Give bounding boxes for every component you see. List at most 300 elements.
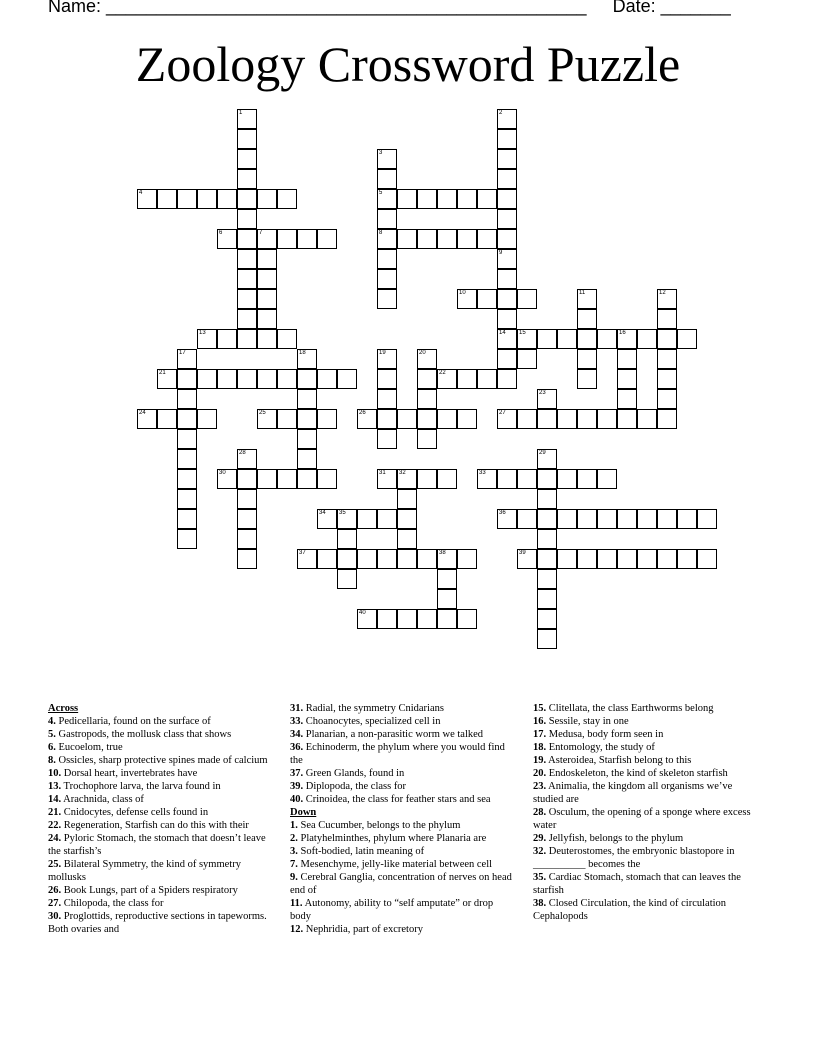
clue-number: 30. bbox=[48, 911, 62, 922]
grid-cell[interactable] bbox=[557, 549, 577, 569]
grid-cell[interactable] bbox=[497, 209, 517, 229]
grid-cell[interactable] bbox=[257, 409, 277, 429]
grid-cell[interactable] bbox=[297, 449, 317, 469]
grid-cell[interactable] bbox=[657, 309, 677, 329]
grid-cell[interactable] bbox=[597, 509, 617, 529]
grid-cell[interactable] bbox=[497, 109, 517, 129]
cell-number: 33 bbox=[479, 470, 486, 476]
grid-cell[interactable] bbox=[277, 369, 297, 389]
cell-number: 1 bbox=[239, 110, 243, 116]
clue-text: Radial, the symmetry Cnidarians bbox=[303, 703, 444, 714]
grid-cell[interactable] bbox=[317, 549, 337, 569]
clue-text: Bilateral Symmetry, the kind of symmetry mollusks bbox=[48, 859, 241, 883]
grid-cell[interactable] bbox=[417, 409, 437, 429]
grid-cell[interactable] bbox=[577, 549, 597, 569]
grid-cell[interactable] bbox=[497, 249, 517, 269]
grid-cell[interactable] bbox=[537, 389, 557, 409]
grid-cell[interactable] bbox=[237, 249, 257, 269]
grid-cell[interactable] bbox=[497, 229, 517, 249]
grid-cell[interactable] bbox=[617, 389, 637, 409]
grid-cell[interactable] bbox=[577, 509, 597, 529]
grid-cell[interactable] bbox=[297, 429, 317, 449]
grid-cell[interactable] bbox=[357, 509, 377, 529]
grid-cell[interactable] bbox=[557, 469, 577, 489]
grid-cell[interactable] bbox=[237, 189, 257, 209]
grid-cell[interactable] bbox=[557, 329, 577, 349]
clue-number: 28. bbox=[533, 807, 547, 818]
grid-cell[interactable] bbox=[577, 329, 597, 349]
grid-cell[interactable] bbox=[277, 329, 297, 349]
grid-cell[interactable] bbox=[477, 189, 497, 209]
grid-cell[interactable] bbox=[177, 189, 197, 209]
clue-number: 32. bbox=[533, 846, 547, 857]
grid-cell[interactable] bbox=[377, 149, 397, 169]
grid-cell[interactable] bbox=[517, 549, 537, 569]
grid-cell[interactable] bbox=[597, 409, 617, 429]
grid-cell[interactable] bbox=[397, 189, 417, 209]
grid-cell[interactable] bbox=[377, 549, 397, 569]
grid-cell[interactable] bbox=[457, 369, 477, 389]
grid-cell[interactable] bbox=[337, 529, 357, 549]
grid-cell[interactable] bbox=[397, 529, 417, 549]
cell-number: 12 bbox=[659, 290, 666, 296]
grid-cell[interactable] bbox=[497, 269, 517, 289]
clue-text: Closed Circulation, the kind of circulation Cephalopods bbox=[533, 898, 727, 922]
clue-number: 34. bbox=[290, 729, 304, 740]
grid-cell[interactable] bbox=[297, 409, 317, 429]
cell-number: 37 bbox=[299, 550, 306, 556]
grid-cell[interactable] bbox=[337, 569, 357, 589]
grid-cell[interactable] bbox=[377, 209, 397, 229]
grid-cell[interactable] bbox=[657, 549, 677, 569]
grid-cell[interactable] bbox=[417, 469, 437, 489]
grid-cell[interactable] bbox=[297, 549, 317, 569]
clue-text: Asteroidea, Starfish belong to this bbox=[546, 755, 692, 766]
grid-cell[interactable] bbox=[237, 129, 257, 149]
grid-cell[interactable] bbox=[277, 229, 297, 249]
cell-number: 11 bbox=[579, 290, 586, 296]
clue-text: Sessile, stay in one bbox=[546, 716, 629, 727]
cell-number: 26 bbox=[359, 410, 366, 416]
clue-number: 38. bbox=[533, 898, 547, 909]
grid-cell[interactable] bbox=[397, 609, 417, 629]
grid-cell[interactable] bbox=[537, 409, 557, 429]
grid-cell[interactable] bbox=[437, 609, 457, 629]
name-blank[interactable]: ________________________________________________ bbox=[106, 0, 587, 16]
grid-cell[interactable] bbox=[397, 229, 417, 249]
clue-item bbox=[48, 897, 273, 910]
grid-cell[interactable] bbox=[237, 109, 257, 129]
clue-number: 25. bbox=[48, 859, 62, 870]
clue-text: Clitellata, the class Earthworms belong bbox=[546, 703, 714, 714]
grid-cell[interactable] bbox=[477, 229, 497, 249]
cell-number: 16 bbox=[619, 330, 626, 336]
grid-cell[interactable] bbox=[217, 469, 237, 489]
grid-cell[interactable] bbox=[577, 349, 597, 369]
grid-cell[interactable] bbox=[617, 349, 637, 369]
clue-text: Choanocytes, specialized cell in bbox=[303, 716, 441, 727]
cell-number: 7 bbox=[259, 230, 263, 236]
grid-cell[interactable] bbox=[577, 289, 597, 309]
clue-item bbox=[533, 845, 758, 871]
grid-cell[interactable] bbox=[377, 469, 397, 489]
grid-cell[interactable] bbox=[317, 229, 337, 249]
clue-number: 11. bbox=[290, 898, 303, 909]
grid-cell[interactable] bbox=[257, 229, 277, 249]
clue-number: 1. bbox=[290, 820, 298, 831]
grid-cell[interactable] bbox=[177, 369, 197, 389]
grid-cell[interactable] bbox=[137, 409, 157, 429]
cell-number: 9 bbox=[499, 250, 503, 256]
grid-cell[interactable] bbox=[177, 429, 197, 449]
grid-cell[interactable] bbox=[257, 289, 277, 309]
cell-number: 40 bbox=[359, 610, 366, 616]
grid-cell[interactable] bbox=[677, 509, 697, 529]
grid-cell[interactable] bbox=[497, 329, 517, 349]
grid-cell[interactable] bbox=[337, 509, 357, 529]
grid-cell[interactable] bbox=[197, 189, 217, 209]
grid-cell[interactable] bbox=[257, 329, 277, 349]
grid-cell[interactable] bbox=[537, 609, 557, 629]
grid-cell[interactable] bbox=[277, 189, 297, 209]
clue-item bbox=[533, 767, 758, 780]
grid-cell[interactable] bbox=[577, 369, 597, 389]
grid-cell[interactable] bbox=[577, 309, 597, 329]
grid-cell[interactable] bbox=[157, 369, 177, 389]
grid-cell[interactable] bbox=[317, 509, 337, 529]
grid-cell[interactable] bbox=[277, 469, 297, 489]
grid-cell[interactable] bbox=[237, 269, 257, 289]
cell-number: 14 bbox=[499, 330, 506, 336]
grid-cell[interactable] bbox=[217, 369, 237, 389]
clue-item bbox=[533, 832, 758, 845]
clue-number: 22. bbox=[48, 820, 62, 831]
clue-number: 8. bbox=[48, 755, 56, 766]
grid-cell[interactable] bbox=[257, 269, 277, 289]
grid-cell[interactable] bbox=[177, 389, 197, 409]
cell-number: 20 bbox=[419, 350, 426, 356]
grid-cell[interactable] bbox=[377, 389, 397, 409]
grid-cell[interactable] bbox=[677, 329, 697, 349]
grid-cell[interactable] bbox=[337, 549, 357, 569]
grid-cell[interactable] bbox=[237, 329, 257, 349]
grid-cell[interactable] bbox=[697, 509, 717, 529]
clue-number: 16. bbox=[533, 716, 547, 727]
clue-item bbox=[533, 728, 758, 741]
grid-cell[interactable] bbox=[517, 349, 537, 369]
grid-cell[interactable] bbox=[317, 469, 337, 489]
grid-cell[interactable] bbox=[657, 409, 677, 429]
grid-cell[interactable] bbox=[337, 369, 357, 389]
grid-cell[interactable] bbox=[537, 449, 557, 469]
grid-cell[interactable] bbox=[617, 549, 637, 569]
grid-cell[interactable] bbox=[397, 549, 417, 569]
clue-text: Ossicles, sharp protective spines made of calcium bbox=[55, 755, 268, 766]
grid-cell[interactable] bbox=[537, 489, 557, 509]
grid-cell[interactable] bbox=[497, 309, 517, 329]
grid-cell[interactable] bbox=[497, 129, 517, 149]
grid-cell[interactable] bbox=[377, 409, 397, 429]
grid-cell[interactable] bbox=[357, 409, 377, 429]
grid-cell[interactable] bbox=[657, 289, 677, 309]
clue-column-2 bbox=[290, 702, 512, 936]
grid-cell[interactable] bbox=[377, 429, 397, 449]
grid-cell[interactable] bbox=[157, 409, 177, 429]
grid-cell[interactable] bbox=[397, 409, 417, 429]
grid-cell[interactable] bbox=[257, 469, 277, 489]
clue-number: 29. bbox=[533, 833, 547, 844]
grid-cell[interactable] bbox=[197, 369, 217, 389]
grid-cell[interactable] bbox=[437, 229, 457, 249]
grid-cell[interactable] bbox=[377, 169, 397, 189]
grid-cell[interactable] bbox=[237, 509, 257, 529]
cell-number: 36 bbox=[499, 510, 506, 516]
grid-cell[interactable] bbox=[437, 189, 457, 209]
clue-text: Pedicellaria, found on the surface of bbox=[55, 716, 211, 727]
grid-cell[interactable] bbox=[637, 509, 657, 529]
grid-cell[interactable] bbox=[477, 369, 497, 389]
grid-cell[interactable] bbox=[357, 549, 377, 569]
grid-cell[interactable] bbox=[397, 489, 417, 509]
grid-cell[interactable] bbox=[617, 509, 637, 529]
clue-item bbox=[48, 754, 273, 767]
grid-cell[interactable] bbox=[657, 509, 677, 529]
grid-cell[interactable] bbox=[657, 389, 677, 409]
grid-cell[interactable] bbox=[377, 269, 397, 289]
grid-cell[interactable] bbox=[617, 369, 637, 389]
grid-cell[interactable] bbox=[657, 369, 677, 389]
clue-column-1 bbox=[48, 702, 273, 936]
grid-cell[interactable] bbox=[437, 469, 457, 489]
grid-cell[interactable] bbox=[437, 569, 457, 589]
grid-cell[interactable] bbox=[577, 469, 597, 489]
grid-cell[interactable] bbox=[137, 189, 157, 209]
grid-cell[interactable] bbox=[297, 389, 317, 409]
grid-cell[interactable] bbox=[177, 509, 197, 529]
grid-cell[interactable] bbox=[417, 609, 437, 629]
grid-cell[interactable] bbox=[237, 229, 257, 249]
clue-text: Sea Cucumber, belongs to the phylum bbox=[297, 820, 461, 831]
grid-cell[interactable] bbox=[257, 369, 277, 389]
grid-cell[interactable] bbox=[497, 509, 517, 529]
grid-cell[interactable] bbox=[237, 529, 257, 549]
grid-cell[interactable] bbox=[537, 629, 557, 649]
grid-cell[interactable] bbox=[237, 149, 257, 169]
grid-cell[interactable] bbox=[217, 189, 237, 209]
grid-cell[interactable] bbox=[417, 349, 437, 369]
grid-cell[interactable] bbox=[417, 389, 437, 409]
grid-cell[interactable] bbox=[457, 229, 477, 249]
clue-text: Autonomy, ability to “self amputate” or drop body bbox=[290, 898, 494, 922]
grid-cell[interactable] bbox=[457, 189, 477, 209]
grid-cell[interactable] bbox=[437, 589, 457, 609]
grid-cell[interactable] bbox=[437, 369, 457, 389]
clue-item bbox=[48, 806, 273, 819]
grid-cell[interactable] bbox=[377, 189, 397, 209]
grid-cell[interactable] bbox=[617, 409, 637, 429]
clue-item bbox=[48, 793, 273, 806]
clue-item bbox=[290, 715, 512, 728]
grid-cell[interactable] bbox=[177, 349, 197, 369]
grid-cell[interactable] bbox=[357, 609, 377, 629]
cell-number: 3 bbox=[379, 150, 383, 156]
grid-cell[interactable] bbox=[177, 449, 197, 469]
grid-cell[interactable] bbox=[457, 289, 477, 309]
grid-cell[interactable] bbox=[377, 369, 397, 389]
clue-column-3 bbox=[533, 702, 758, 923]
grid-cell[interactable] bbox=[697, 549, 717, 569]
grid-cell[interactable] bbox=[477, 289, 497, 309]
clue-text: Nephridia, part of excretory bbox=[303, 924, 423, 935]
grid-cell[interactable] bbox=[177, 529, 197, 549]
grid-cell[interactable] bbox=[497, 149, 517, 169]
grid-cell[interactable] bbox=[437, 549, 457, 569]
grid-cell[interactable] bbox=[457, 609, 477, 629]
clue-number: 14. bbox=[48, 794, 62, 805]
grid-cell[interactable] bbox=[537, 469, 557, 489]
grid-cell[interactable] bbox=[377, 289, 397, 309]
grid-cell[interactable] bbox=[237, 549, 257, 569]
grid-cell[interactable] bbox=[497, 349, 517, 369]
grid-cell[interactable] bbox=[217, 329, 237, 349]
grid-cell[interactable] bbox=[157, 189, 177, 209]
cell-number: 30 bbox=[219, 470, 226, 476]
cell-number: 39 bbox=[519, 550, 526, 556]
grid-cell[interactable] bbox=[477, 469, 497, 489]
clue-text: Pyloric Stomach, the stomach that doesn’t leave the starfish’s bbox=[48, 833, 266, 857]
grid-cell[interactable] bbox=[597, 329, 617, 349]
grid-cell[interactable] bbox=[517, 409, 537, 429]
cell-number: 35 bbox=[339, 510, 346, 516]
clue-number: 9. bbox=[290, 872, 298, 883]
grid-cell[interactable] bbox=[237, 489, 257, 509]
grid-cell[interactable] bbox=[497, 169, 517, 189]
grid-cell[interactable] bbox=[517, 329, 537, 349]
grid-cell[interactable] bbox=[597, 469, 617, 489]
grid-cell[interactable] bbox=[397, 509, 417, 529]
grid-cell[interactable] bbox=[517, 289, 537, 309]
grid-cell[interactable] bbox=[257, 309, 277, 329]
grid-cell[interactable] bbox=[217, 229, 237, 249]
grid-cell[interactable] bbox=[197, 409, 217, 429]
clue-number: 17. bbox=[533, 729, 547, 740]
grid-cell[interactable] bbox=[637, 329, 657, 349]
grid-cell[interactable] bbox=[657, 349, 677, 369]
clue-number: 15. bbox=[533, 703, 547, 714]
clue-item bbox=[533, 754, 758, 767]
grid-cell[interactable] bbox=[317, 369, 337, 389]
clue-item bbox=[290, 923, 512, 936]
grid-cell[interactable] bbox=[497, 289, 517, 309]
grid-cell[interactable] bbox=[197, 329, 217, 349]
clue-item bbox=[290, 728, 512, 741]
grid-cell[interactable] bbox=[517, 469, 537, 489]
grid-cell[interactable] bbox=[237, 289, 257, 309]
grid-cell[interactable] bbox=[377, 609, 397, 629]
grid-cell[interactable] bbox=[557, 509, 577, 529]
grid-cell[interactable] bbox=[497, 189, 517, 209]
grid-cell[interactable] bbox=[177, 489, 197, 509]
grid-cell[interactable] bbox=[377, 249, 397, 269]
grid-cell[interactable] bbox=[537, 549, 557, 569]
grid-cell[interactable] bbox=[677, 549, 697, 569]
cell-number: 13 bbox=[199, 330, 206, 336]
grid-cell[interactable] bbox=[417, 189, 437, 209]
grid-cell[interactable] bbox=[237, 169, 257, 189]
grid-cell[interactable] bbox=[377, 229, 397, 249]
clue-item bbox=[290, 871, 512, 897]
clue-item bbox=[290, 793, 512, 806]
clue-text: Platyhelminthes, phylum where Planaria are bbox=[297, 833, 487, 844]
grid-cell[interactable] bbox=[577, 409, 597, 429]
cell-number: 34 bbox=[319, 510, 326, 516]
grid-cell[interactable] bbox=[257, 189, 277, 209]
grid-cell[interactable] bbox=[637, 549, 657, 569]
grid-cell[interactable] bbox=[417, 549, 437, 569]
grid-cell[interactable] bbox=[237, 309, 257, 329]
grid-cell[interactable] bbox=[297, 469, 317, 489]
grid-cell[interactable] bbox=[297, 369, 317, 389]
across-heading: Across bbox=[48, 703, 79, 714]
date-blank[interactable]: _______ bbox=[660, 0, 731, 16]
grid-cell[interactable] bbox=[397, 469, 417, 489]
grid-cell[interactable] bbox=[417, 369, 437, 389]
grid-cell[interactable] bbox=[457, 409, 477, 429]
grid-cell[interactable] bbox=[617, 329, 637, 349]
grid-cell[interactable] bbox=[237, 449, 257, 469]
grid-cell[interactable] bbox=[497, 409, 517, 429]
grid-cell[interactable] bbox=[537, 329, 557, 349]
clue-number: 12. bbox=[290, 924, 304, 935]
grid-cell[interactable] bbox=[317, 409, 337, 429]
grid-cell[interactable] bbox=[637, 409, 657, 429]
grid-cell[interactable] bbox=[297, 349, 317, 369]
grid-cell[interactable] bbox=[257, 249, 277, 269]
cell-number: 32 bbox=[399, 470, 406, 476]
grid-cell[interactable] bbox=[557, 409, 577, 429]
grid-cell[interactable] bbox=[237, 469, 257, 489]
grid-cell[interactable] bbox=[497, 369, 517, 389]
grid-cell[interactable] bbox=[517, 509, 537, 529]
clue-item bbox=[48, 832, 273, 858]
grid-cell[interactable] bbox=[537, 589, 557, 609]
grid-cell[interactable] bbox=[497, 469, 517, 489]
clue-item bbox=[48, 741, 273, 754]
grid-cell[interactable] bbox=[377, 509, 397, 529]
grid-cell[interactable] bbox=[177, 469, 197, 489]
clue-text: Jellyfish, belongs to the phylum bbox=[546, 833, 684, 844]
grid-cell[interactable] bbox=[417, 429, 437, 449]
grid-cell[interactable] bbox=[657, 329, 677, 349]
grid-cell[interactable] bbox=[237, 209, 257, 229]
grid-cell[interactable] bbox=[377, 349, 397, 369]
grid-cell[interactable] bbox=[537, 529, 557, 549]
clue-text: Planarian, a non-parasitic worm we talked bbox=[303, 729, 484, 740]
grid-cell[interactable] bbox=[537, 569, 557, 589]
grid-cell[interactable] bbox=[297, 229, 317, 249]
grid-cell[interactable] bbox=[277, 409, 297, 429]
clue-number: 36. bbox=[290, 742, 304, 753]
grid-cell[interactable] bbox=[597, 549, 617, 569]
grid-cell[interactable] bbox=[437, 409, 457, 429]
grid-cell[interactable] bbox=[457, 549, 477, 569]
grid-cell[interactable] bbox=[537, 509, 557, 529]
cell-number: 28 bbox=[239, 450, 246, 456]
grid-cell[interactable] bbox=[237, 369, 257, 389]
grid-cell[interactable] bbox=[177, 409, 197, 429]
down-heading: Down bbox=[290, 807, 317, 818]
grid-cell[interactable] bbox=[417, 229, 437, 249]
